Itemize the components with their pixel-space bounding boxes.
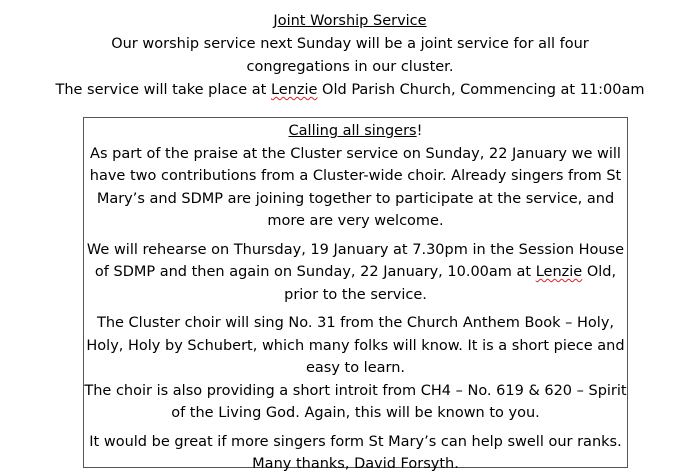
notice-line — [84, 261, 627, 284]
notice-paragraph-2 — [84, 239, 627, 307]
notice-line: of the Living God. Again, this will be known to you. — [171, 405, 540, 421]
notice-line: more are very welcome. — [267, 213, 444, 229]
notice-line: The Cluster choir will sing No. 31 from the Church Anthem Book – Holy, — [96, 315, 615, 331]
church-name-word: Lenzie — [270, 82, 318, 98]
notice-line-start: of SDMP and then again on Sunday, 22 January, 10.00am at — [94, 264, 536, 280]
notice-line-end: Old, — [582, 264, 617, 280]
notice-paragraph-4 — [84, 431, 627, 476]
notice-line: Mary’s and SDMP are joining together to participate at the service, and — [96, 190, 615, 207]
notice-line: We will rehearse on Thursday, 19 January at 7.30pm in the Session House — [86, 241, 625, 258]
notice-heading — [84, 120, 627, 143]
notice-line: It would be great if more singers form St Mary’s can help swell our ranks. — [89, 433, 622, 450]
notice-line: As part of the praise at the Cluster service on Sunday, 22 January we will — [90, 145, 621, 162]
notice-signature: Many thanks, David Forsyth. — [252, 456, 459, 472]
announcement-line-1: Our worship service next Sunday will be a joint service for all four — [111, 36, 589, 52]
notice-line: Holy, Holy by Schubert, which many folks will know. It is a short piece and — [86, 337, 625, 354]
notice-line: prior to the service. — [284, 286, 427, 303]
singers-notice-box — [83, 117, 628, 472]
announcement-line-3-end: Old Parish Church, Commencing at 11:00am — [317, 82, 645, 98]
announcement-line-3 — [0, 79, 700, 102]
notice-line: easy to learn. — [305, 360, 406, 376]
notice-paragraph-3 — [84, 312, 627, 425]
church-name-word: Lenzie — [535, 264, 583, 280]
notice-line: The choir is also providing a short introit from CH4 – No. 619 & 620 – Spirit — [84, 382, 627, 399]
announcement-line-2: congregations in our cluster. — [246, 59, 454, 75]
notice-line: have two contributions from a Cluster-wide choir. Already singers from St — [89, 168, 622, 184]
announcement-line-3-start: The service will take place at — [55, 82, 271, 98]
notice-heading-mark: ! — [416, 123, 423, 139]
service-announcement — [0, 10, 700, 102]
notice-heading-text: Calling all singers — [288, 123, 417, 139]
announcement-title: Joint Worship Service — [273, 13, 427, 29]
notice-paragraph-1 — [84, 143, 627, 233]
